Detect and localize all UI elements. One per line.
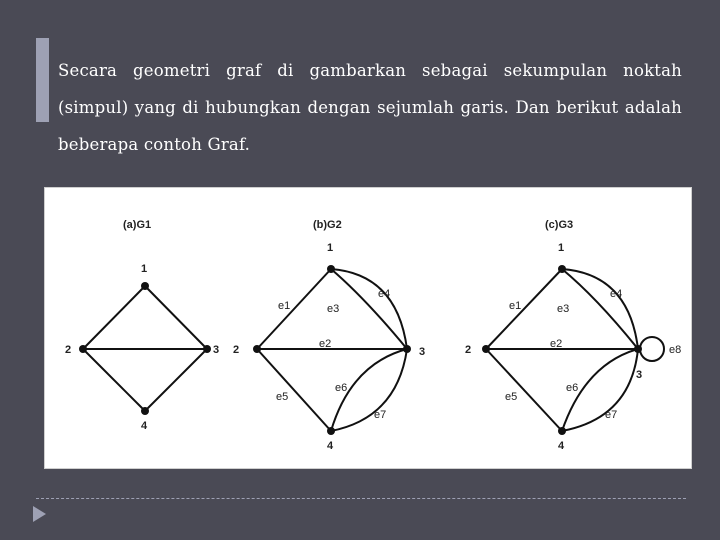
g2-vertex-2 — [253, 345, 261, 353]
graph-figure-svg — [45, 188, 693, 470]
g3-edge-label-e8: e8 — [669, 344, 682, 356]
g1-vertex-2 — [79, 345, 87, 353]
g2-vertex-label-3: 3 — [419, 346, 426, 358]
g1-vertex-3 — [203, 345, 211, 353]
g3-edge-label-e1: e1 — [509, 300, 522, 312]
play-arrow-icon — [33, 506, 46, 522]
g1-vertex-label-1: 1 — [141, 263, 148, 275]
g3-edge-label-e3: e3 — [557, 303, 570, 315]
g1-title: (a)G1 — [123, 219, 152, 231]
g3-vertex-2 — [482, 345, 490, 353]
g3-edge-label-e6: e6 — [566, 382, 579, 394]
g2-title: (b)G2 — [313, 219, 342, 231]
g2-edge-label-e5: e5 — [276, 391, 289, 403]
g1-vertex-label-2: 2 — [65, 344, 72, 356]
g2-edge-label-e7: e7 — [374, 409, 387, 421]
graph-g1-edges — [83, 286, 207, 411]
g2-edge-label-e2: e2 — [319, 338, 332, 350]
g1-vertex-4 — [141, 407, 149, 415]
g2-edge-label-e3: e3 — [327, 303, 340, 315]
graph-figure — [44, 187, 692, 469]
footer-divider — [36, 498, 686, 499]
g2-edge-label-e4: e4 — [378, 288, 391, 300]
g3-edge-label-e4: e4 — [610, 288, 623, 300]
g3-vertex-4 — [558, 427, 566, 435]
g3-vertex-label-4: 4 — [558, 440, 565, 452]
g2-edge-label-e6: e6 — [335, 382, 348, 394]
g2-edge-label-e1: e1 — [278, 300, 291, 312]
body-text: Secara geometri graf di gambarkan sebagai sekumpulan noktah (simpul) yang di hubungkan dengan sejumlah garis. Dan berikut adalah beberapa contoh Graf. — [58, 61, 682, 154]
g3-edge-label-e5: e5 — [505, 391, 518, 403]
g2-vertex-label-2: 2 — [233, 344, 240, 356]
g3-vertex-1 — [558, 265, 566, 273]
accent-bar — [36, 38, 49, 122]
g3-edge-label-e7: e7 — [605, 409, 618, 421]
g2-vertex-label-1: 1 — [327, 242, 334, 254]
g2-vertex-4 — [327, 427, 335, 435]
g3-edge-label-e2: e2 — [550, 338, 563, 350]
g2-vertex-label-4: 4 — [327, 440, 334, 452]
g3-vertex-label-3: 3 — [636, 369, 643, 381]
g1-vertex-label-4: 4 — [141, 420, 148, 432]
g1-vertex-1 — [141, 282, 149, 290]
g3-vertex-label-2: 2 — [465, 344, 472, 356]
g2-vertex-1 — [327, 265, 335, 273]
g1-vertex-label-3: 3 — [213, 344, 220, 356]
g2-vertex-3 — [403, 345, 411, 353]
g3-vertex-label-1: 1 — [558, 242, 565, 254]
g3-title: (c)G3 — [545, 219, 574, 231]
g3-vertex-3 — [634, 345, 642, 353]
